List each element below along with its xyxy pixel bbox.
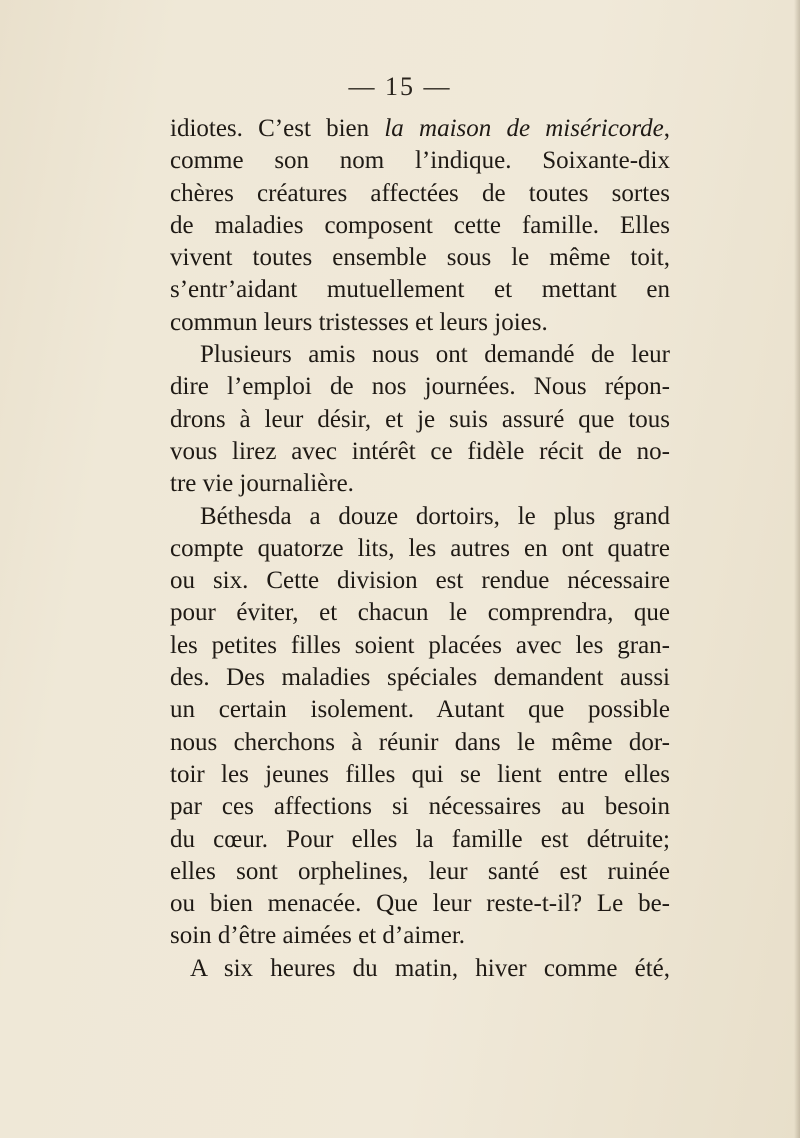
text-line: toir les jeunes filles qui se lient entre elles [170, 760, 670, 788]
text-line: des. Des maladies spéciales demandent aussi [170, 664, 670, 692]
text-line: soin d’être aimées et d’aimer. [170, 922, 466, 950]
text-line: s’entr’aidant mutuellement et mettant en [170, 276, 670, 304]
paragraph-first-line: Béthesda a douze dortoirs, le plus grand [200, 502, 670, 530]
text-line: par ces affections si nécessaires au besoin [170, 793, 670, 821]
text-line: ou six. Cette division est rendue nécessaire [170, 567, 670, 595]
text-line: idiotes. C’est bien la maison de miséricorde, [170, 115, 670, 142]
paragraph-first-line: Plusieurs amis nous ont demandé de leur [200, 341, 670, 369]
body-text [170, 113, 670, 985]
text-line: du cœur. Pour elles la famille est détruite; [170, 825, 670, 853]
text-line: de maladies composent cette famille. Elles [170, 211, 670, 239]
text-line: vivent toutes ensemble sous le même toit, [170, 244, 670, 272]
text-line: comme son nom l’indique. Soixante-dix [170, 147, 670, 175]
text-line: tre vie journalière. [170, 470, 354, 498]
paragraph-first-line: A six heures du matin, hiver comme été, [190, 954, 670, 982]
text-line: un certain isolement. Autant que possible [170, 696, 670, 724]
italic-phrase: la maison de miséricorde [384, 115, 664, 142]
text-line: compte quatorze lits, les autres en ont quatre [170, 534, 670, 562]
page-number: — 15 — [348, 72, 452, 101]
text-line: drons à leur désir, et je suis assuré que tous [170, 405, 670, 433]
text-line: ou bien menacée. Que leur reste-t-il? Le be- [170, 890, 670, 918]
page-edge-shadow [794, 0, 800, 1138]
text-line: dire l’emploi de nos journées. Nous répon- [170, 373, 670, 401]
text-line: chères créatures affectées de toutes sortes [170, 179, 670, 207]
text-line: commun leurs tristesses et leurs joies. [170, 308, 548, 336]
text-line: elles sont orphelines, leur santé est ruinée [170, 857, 670, 885]
text-line: vous lirez avec intérêt ce fidèle récit de no- [170, 437, 670, 465]
text-line: les petites filles soient placées avec les gran- [170, 631, 670, 659]
text-line: pour éviter, et chacun le comprendra, que [170, 599, 670, 627]
text-line: nous cherchons à réunir dans le même dor- [170, 728, 670, 756]
